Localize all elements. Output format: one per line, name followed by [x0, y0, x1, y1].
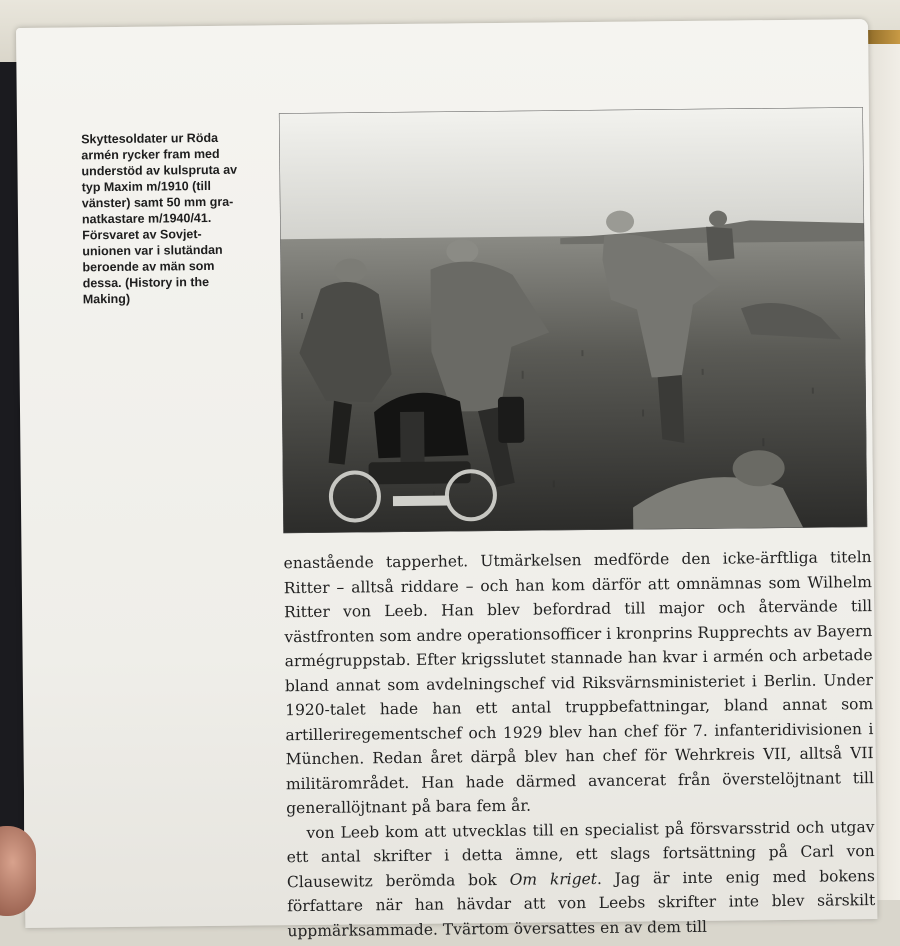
body-paragraph: enastående tapperhet. Utmärkelsen medförde den icke-ärftliga titeln Ritter – alltså riddare – och han kom därför att omnämnas som Wilhelm Ritter von Leeb. Han blev befordrad till major och återvände till västfronten som andre operationsofficer i kronprins Rupprechts av Bayern armégruppstab. Efter krigsslutet stannade han kvar i armén och arbetade bland annat som avdelningschef vid Riksvärnsministeriet i Berlin. Under 1920-talet hade han ett antal truppbefattningar, bland annat som artilleriregementschef och 1929 blev han chef för 7. infanteridivisionen i München. Redan året därpå blev han chef för Wehrkreis VII, alltså VII militärområdet. Han hade därmed avancerat från överstelöjtnant till generallöjtnant på bara fem år.	[283, 548, 874, 818]
caption-line: dessa. (History in the	[82, 274, 210, 291]
caption-line: understöd av kulspruta av	[81, 162, 238, 179]
photo-caption	[81, 129, 263, 307]
body-text	[283, 545, 875, 943]
caption-line: vänster) samt 50 mm gra-	[81, 194, 234, 211]
caption-line: Skyttesoldater ur Röda	[81, 130, 219, 147]
book-title: Om kriget	[509, 869, 598, 889]
caption-line: Försvaret av Sovjet-	[82, 227, 202, 243]
caption-line: unionen var i slutändan	[82, 242, 223, 259]
body-paragraph	[286, 815, 875, 944]
caption-line: beroende av män som	[82, 258, 215, 275]
body-text-run: von Leeb kom att utvecklas till en specialist på försvarsstrid och utgav ett antal skrifter i detta ämne, ett slags fortsättning på Carl von Clausewitz berömda bok	[286, 817, 875, 891]
book-page	[16, 19, 877, 940]
war-photograph	[279, 107, 867, 533]
photo-illustration	[279, 107, 867, 533]
caption-line: typ Maxim m/1910 (till	[81, 178, 211, 195]
caption-line: natkastare m/1940/41.	[81, 210, 212, 227]
thumb	[0, 826, 36, 916]
caption-line: Making)	[82, 291, 131, 307]
caption-line: armén rycker fram med	[81, 146, 220, 163]
body-text-run: . Jag är inte enig med bokens författare när han hävdar att von Leebs skrifter inte blev särskilt uppmärksammade. Tvärtom översattes en av dem till	[287, 866, 876, 940]
